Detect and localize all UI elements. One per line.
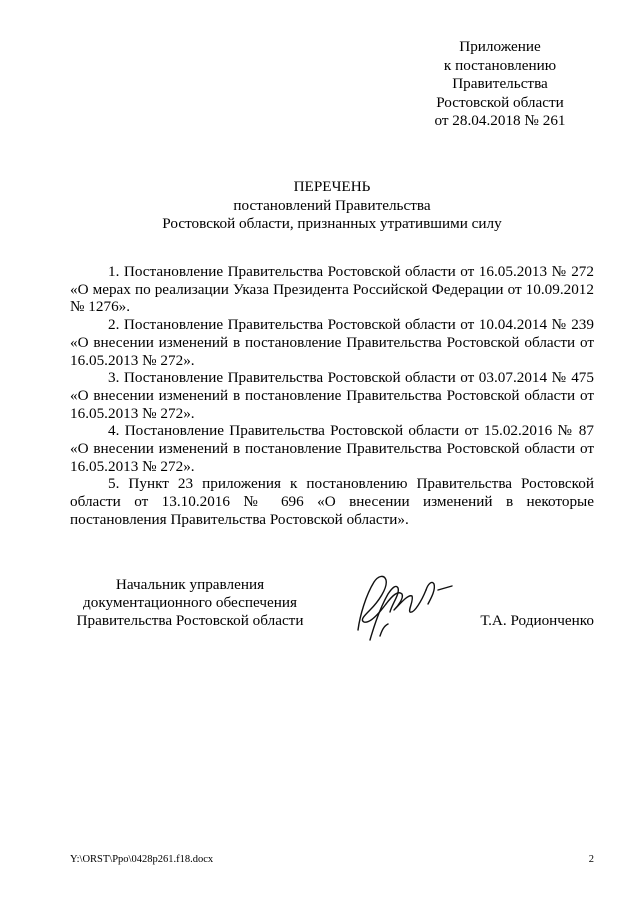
position-line: Начальник управления (115, 576, 265, 593)
title-line: постановлений Правительства (233, 196, 431, 214)
list-item: 1. Постановление Правительства Ростовской области от 16.05.2013 № 272 «О мерах по реализации Указа Президента Российской Федерации от 10.09.2012 № 1276». (70, 263, 594, 316)
appendix-header (400, 38, 600, 131)
appendix-line: к постановлению (443, 56, 557, 74)
handwritten-signature (340, 560, 460, 650)
list-item: 5. Пункт 23 приложения к постановлению Правительства Ростовской области от 13.10.2016 № 696 «О внесении изменений в некоторые постановления Правительства Ростовской области». (70, 475, 594, 528)
document-title (70, 178, 594, 234)
signer-position (70, 576, 310, 630)
title-heading: ПЕРЕЧЕНЬ (293, 178, 371, 195)
list-item: 3. Постановление Правительства Ростовской области от 03.07.2014 № 475 «О внесении изменений в постановление Правительства Ростовской области от 16.05.2013 № 272». (70, 369, 594, 422)
appendix-line: Приложение (459, 38, 541, 55)
appendix-line: Правительства (452, 75, 548, 92)
position-line: документационного обеспечения (83, 594, 297, 611)
title-line: Ростовской области, признанных утратившими силу (162, 215, 502, 232)
list-item: 2. Постановление Правительства Ростовской области от 10.04.2014 № 239 «О внесении изменений в постановление Правительства Ростовской области от 16.05.2013 № 272». (70, 316, 594, 369)
file-path-footer: Y:\ORST\Ppo\0428p261.f18.docx (70, 854, 214, 865)
page-number: 2 (588, 854, 594, 865)
list-item: 4. Постановление Правительства Ростовской области от 15.02.2016 № 87 «О внесении изменений в постановление Правительства Ростовской области от 16.05.2013 № 272». (70, 422, 594, 475)
position-line: Правительства Ростовской области (76, 612, 304, 629)
repealed-acts-list (70, 263, 594, 529)
appendix-line: Ростовской области (436, 93, 564, 111)
appendix-line: от 28.04.2018 № 261 (434, 112, 566, 129)
signer-name: Т.А. Родионченко (480, 612, 594, 629)
